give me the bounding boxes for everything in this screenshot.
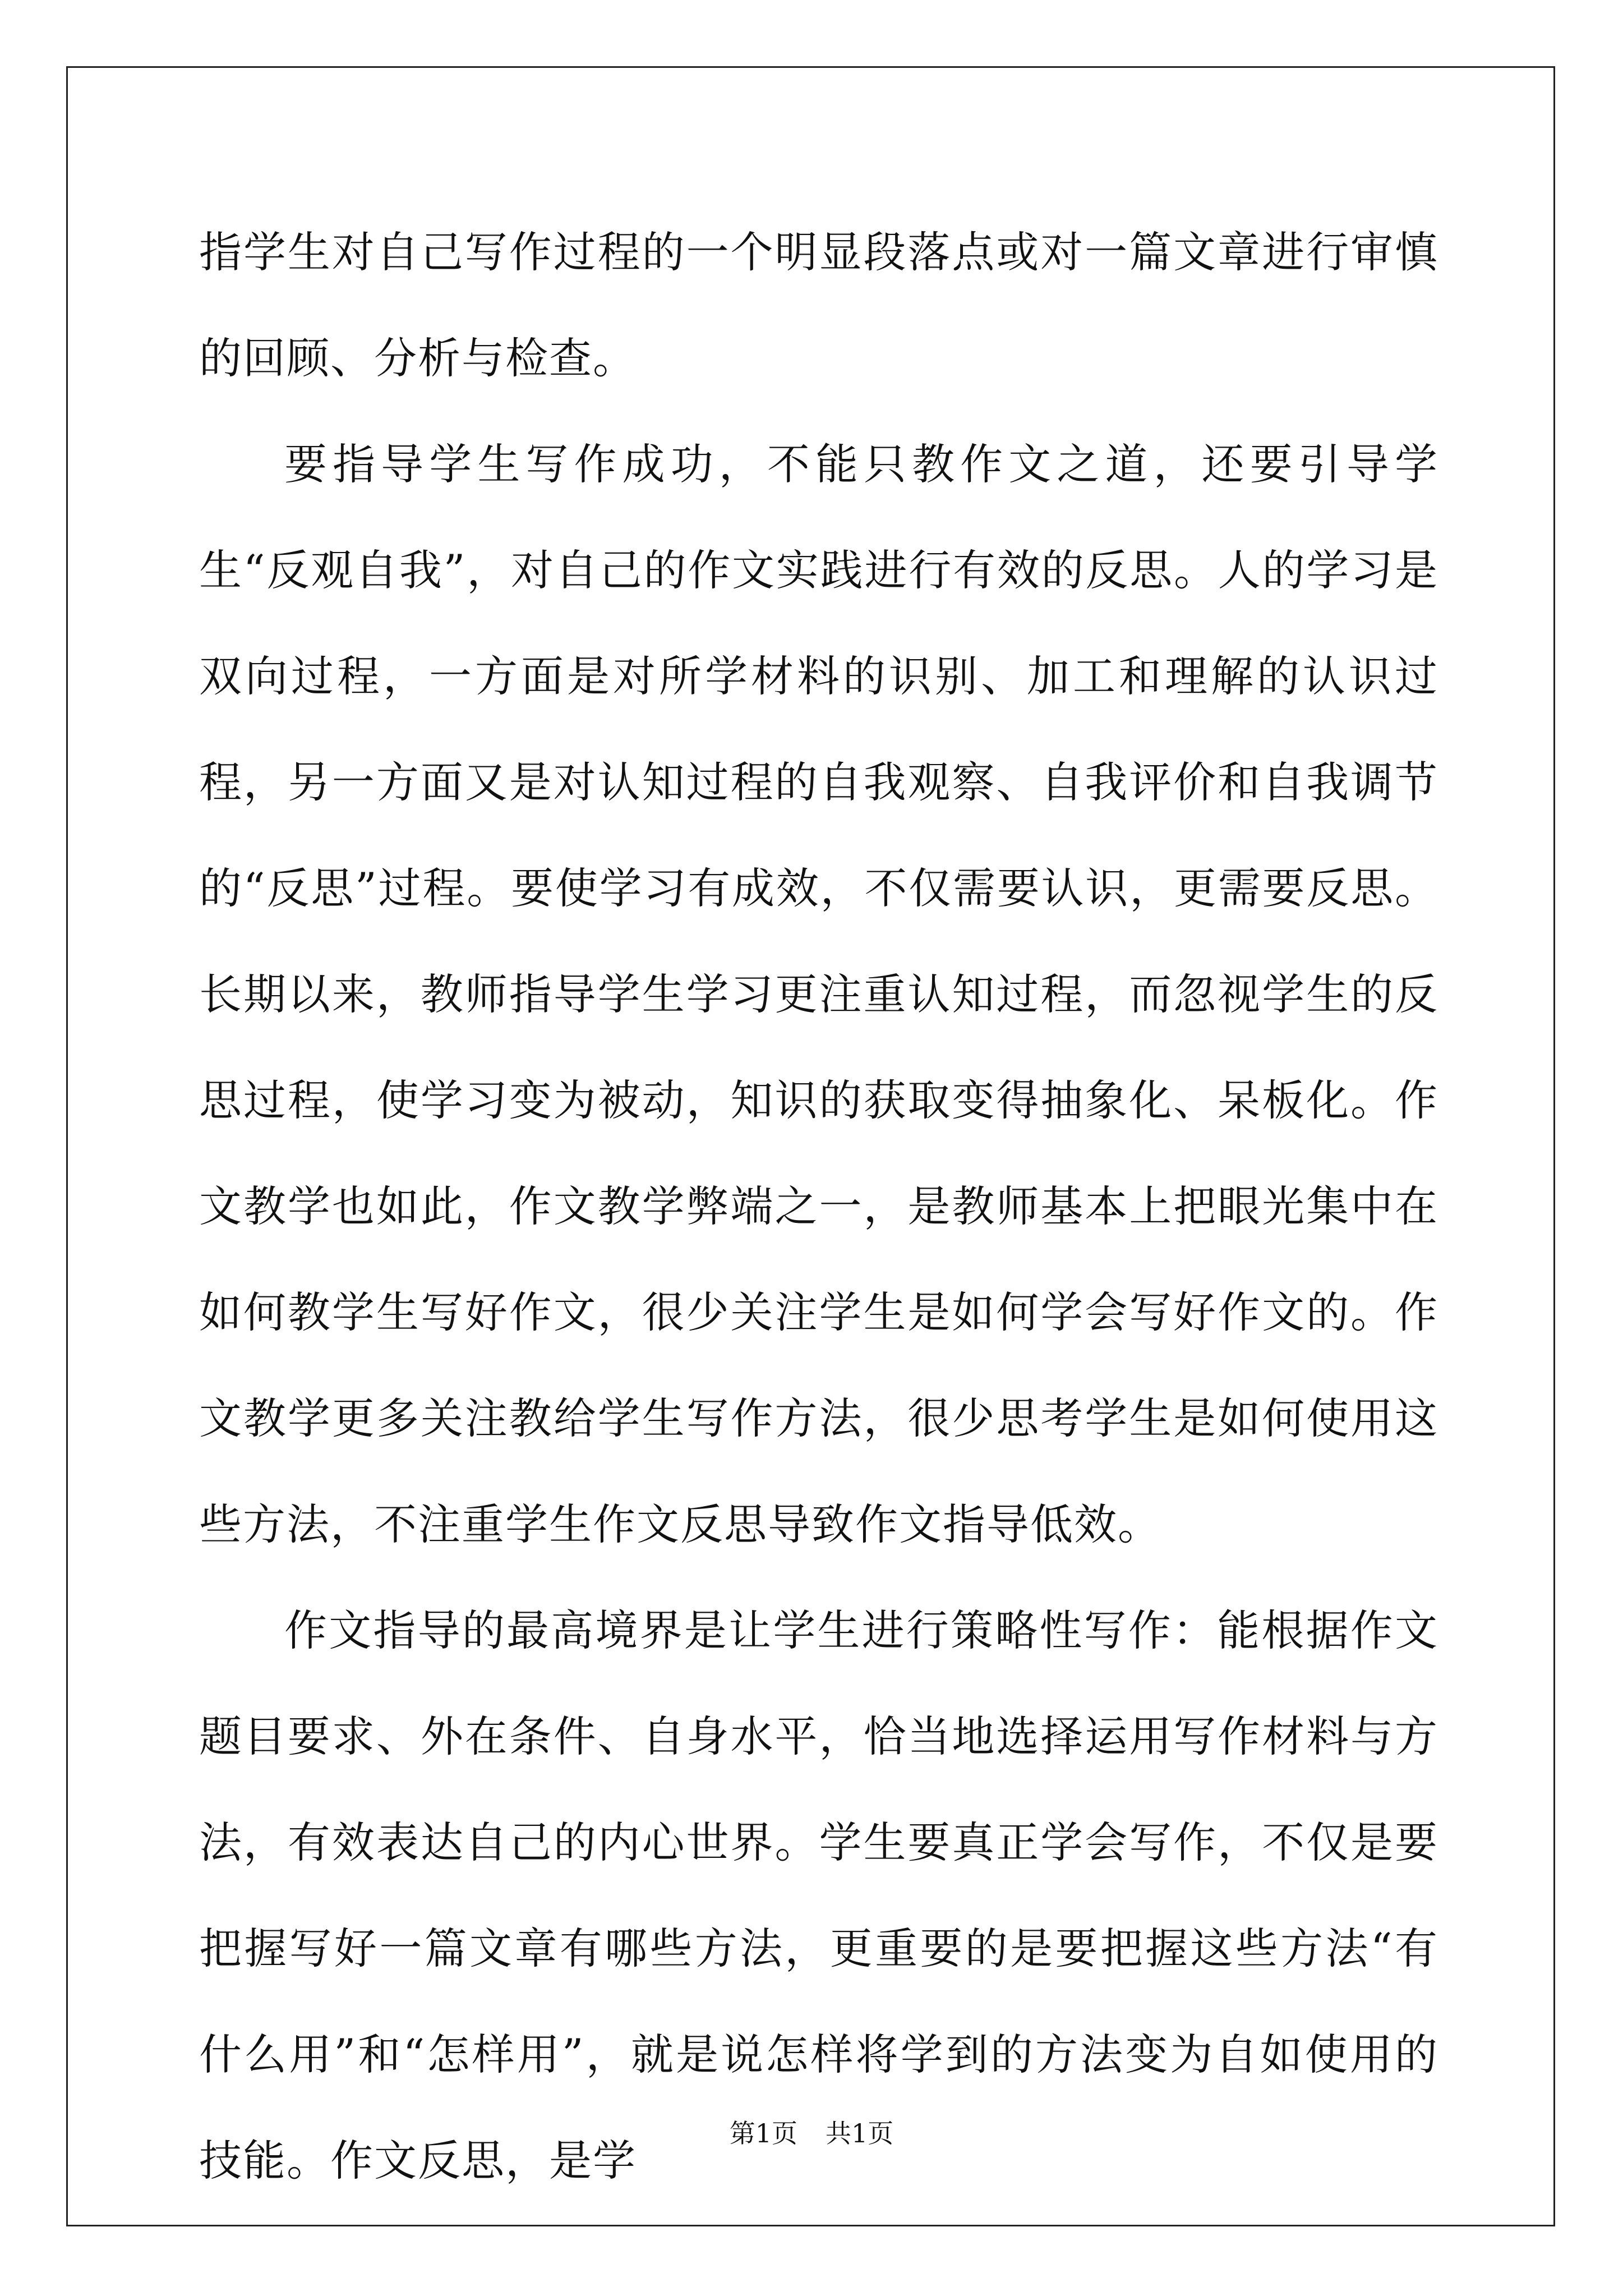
paragraph-2: 要指导学生写作成功，不能只教作文之道，还要引导学生“反观自我”，对自己的作文实践进行有效的反思。人的学习是双向过程，一方面是对所学材料的识别、加工和理解的认识过程，另一方面又是对认知过程的自我观察、自我评价和自我调节的“反思”过程。要使学习有成效，不仅需要认识，更需要反思。长期以来，教师指导学生学习更注重认知过程，而忽视学生的反思过程，使学习变为被动，知识的获取变得抽象化、呆板化。作文教学也如此，作文教学弊端之一，是教师基本上把眼光集中在如何教学生写好作文，很少关注学生是如何学会写好作文的。作文教学更多关注教给学生写作方法，很少思考学生是如何使用这些方法，不注重学生作文反思导致作文指导低效。 (199, 439, 1438, 1549)
total-pages-label: 共1页 (826, 2118, 894, 2148)
page-footer (0, 2116, 1623, 2150)
document-body (199, 199, 1438, 2214)
current-page-label: 第1页 (729, 2118, 797, 2148)
paragraph-3: 作文指导的最高境界是让学生进行策略性写作：能根据作文题目要求、外在条件、自身水平，恰当地选择运用写作材料与方法，有效表达自己的内心世界。学生要真正学会写作，不仅是要把握写好一篇文章有哪些方法，更重要的是要把握这些方法“有什么用”和“怎样用”，就是说怎样将学到的方法变为自如使用的技能。作文反思，是学 (199, 1605, 1438, 2185)
paragraph-1: 指学生对自己写作过程的一个明显段落点或对一篇文章进行审慎的回顾、分析与检查。 (199, 227, 1438, 383)
